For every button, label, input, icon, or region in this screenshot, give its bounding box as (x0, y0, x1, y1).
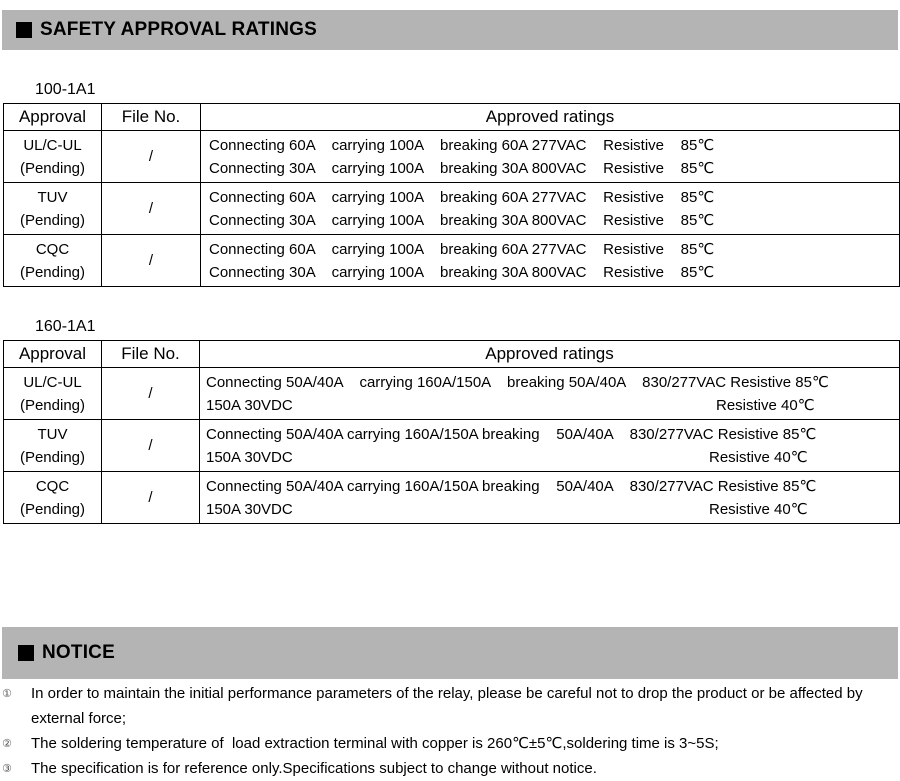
table-row (4, 235, 900, 287)
approval-status: (Pending) (19, 396, 86, 414)
file-no-cell: / (102, 472, 200, 524)
notice-text: external force; (31, 710, 127, 727)
rating-line-right: Resistive 40℃ (709, 501, 808, 518)
rating-line-right: Resistive 40℃ (716, 397, 815, 414)
approval-name: TUV (37, 188, 68, 206)
notice-text: The specification is for reference only.Specifications subject to change without notice. (31, 760, 597, 777)
file-no-cell: / (102, 235, 201, 287)
model-label-160-1a1: 160-1A1 (35, 318, 96, 335)
approval-name: TUV (37, 425, 68, 443)
rating-line: Connecting 60A carrying 100A breaking 60A 277VAC Resistive 85℃ (209, 189, 715, 206)
rating-line-left: 150A 30VDC (206, 397, 293, 414)
approval-cell (4, 472, 102, 524)
section-title: SAFETY APPROVAL RATINGS (40, 19, 317, 40)
ratings-cell (201, 131, 900, 183)
notice-list (0, 681, 900, 781)
column-header-file-no: File No. (102, 104, 201, 131)
rating-line: Connecting 30A carrying 100A breaking 30A 800VAC Resistive 85℃ (209, 212, 715, 229)
column-header-approved-ratings: Approved ratings (201, 104, 900, 131)
model-label-100-1a1: 100-1A1 (35, 81, 96, 98)
rating-line: Connecting 30A carrying 100A breaking 30A 800VAC Resistive 85℃ (209, 264, 715, 281)
rating-line: Connecting 60A carrying 100A breaking 60A 277VAC Resistive 85℃ (209, 241, 715, 258)
rating-line: Connecting 50A/40A carrying 160A/150A breaking 50A/40A 830/277VAC Resistive 85℃ (206, 374, 829, 391)
approval-cell (4, 183, 102, 235)
ratings-cell (200, 472, 900, 524)
rating-line: Connecting 30A carrying 100A breaking 30A 800VAC Resistive 85℃ (209, 160, 715, 177)
list-item (0, 756, 900, 781)
approval-status: (Pending) (19, 263, 86, 281)
safety-approval-section-header (2, 10, 898, 50)
file-no-cell: / (102, 420, 200, 472)
rating-line: Connecting 50A/40A carrying 160A/150A breaking 50A/40A 830/277VAC Resistive 85℃ (206, 426, 817, 443)
approval-name: UL/C-UL (23, 136, 82, 154)
approval-status: (Pending) (19, 448, 86, 466)
column-header-approval: Approval (4, 341, 102, 368)
approval-cell (4, 420, 102, 472)
ratings-cell (200, 420, 900, 472)
column-header-approval: Approval (4, 104, 102, 131)
table-row (4, 131, 900, 183)
rating-line-right: Resistive 40℃ (709, 449, 808, 466)
approval-cell (4, 131, 102, 183)
section-title: NOTICE (42, 642, 115, 663)
approval-name: CQC (35, 240, 70, 258)
approval-status: (Pending) (19, 211, 86, 229)
notice-section-header (2, 627, 898, 679)
approval-status: (Pending) (19, 159, 86, 177)
file-no-cell: / (102, 368, 200, 420)
list-number: ② (2, 737, 12, 750)
rating-line (206, 498, 899, 521)
file-no-cell: / (102, 131, 201, 183)
list-item (0, 681, 900, 731)
table-header-row (4, 104, 900, 131)
list-item (0, 731, 900, 756)
square-bullet-icon (16, 22, 32, 38)
list-number: ① (2, 687, 12, 700)
approval-cell (4, 235, 102, 287)
square-bullet-icon (18, 645, 34, 661)
notice-text: The soldering temperature of load extraction terminal with copper is 260℃±5℃,soldering time is 3~5S; (31, 735, 719, 752)
table-header-row (4, 341, 900, 368)
rating-line (206, 446, 899, 469)
rating-line (206, 394, 899, 417)
list-number: ③ (2, 762, 12, 775)
table-row (4, 368, 900, 420)
approval-status: (Pending) (19, 500, 86, 518)
file-no-cell: / (102, 183, 201, 235)
table-row (4, 472, 900, 524)
ratings-cell (201, 183, 900, 235)
rating-line-left: 150A 30VDC (206, 449, 293, 466)
column-header-approved-ratings: Approved ratings (200, 341, 900, 368)
rating-line-left: 150A 30VDC (206, 501, 293, 518)
approval-name: CQC (35, 477, 70, 495)
approval-ratings-table-160-1a1 (3, 340, 900, 524)
column-header-file-no: File No. (102, 341, 200, 368)
notice-text: In order to maintain the initial performance parameters of the relay, please be careful not to drop the product or be affected by (31, 685, 863, 702)
rating-line: Connecting 50A/40A carrying 160A/150A breaking 50A/40A 830/277VAC Resistive 85℃ (206, 478, 817, 495)
rating-line: Connecting 60A carrying 100A breaking 60A 277VAC Resistive 85℃ (209, 137, 715, 154)
approval-name: UL/C-UL (23, 373, 82, 391)
approval-cell (4, 368, 102, 420)
table-row (4, 183, 900, 235)
ratings-cell (200, 368, 900, 420)
table-row (4, 420, 900, 472)
approval-ratings-table-100-1a1 (3, 103, 900, 287)
ratings-cell (201, 235, 900, 287)
